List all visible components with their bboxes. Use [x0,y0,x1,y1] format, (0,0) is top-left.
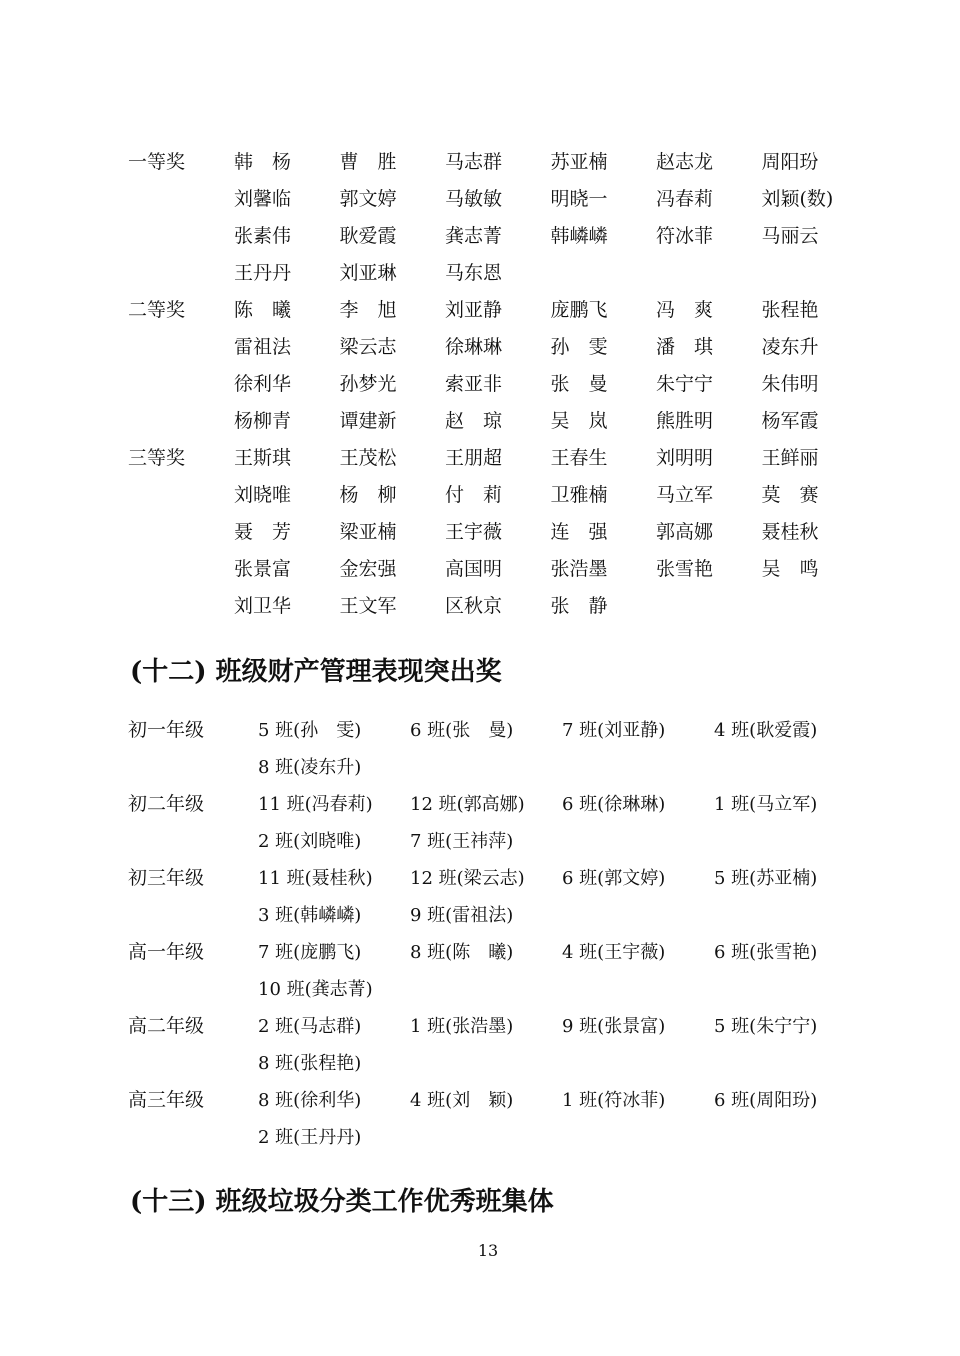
grade-label: 高二年级 [128,1015,205,1037]
class-entries-grid [258,860,866,934]
award-recipient-name: 孙 雯 [550,336,608,358]
class-entry: 6 班(张雪艳) [714,942,818,963]
award-recipient-name: 刘馨临 [234,188,292,210]
award-recipient-name: 刘晓唯 [234,484,292,506]
award-recipient-name: 付 莉 [445,484,503,506]
class-entry: 3 班(韩嶙嶙) [258,905,362,926]
award-recipient-name: 符冰菲 [656,225,714,247]
class-entry: 8 班(陈 曦) [410,942,514,963]
award-recipient-name: 赵 琼 [445,410,503,432]
award-recipient-name: 王文军 [339,595,397,617]
class-entry: 6 班(周阳玢) [714,1090,818,1111]
award-recipient-name: 杨柳青 [234,410,292,432]
class-entry: 8 班(凌东升) [258,757,362,778]
award-recipient-name: 张程艳 [761,299,819,321]
award-recipient-name: 韩嶙嶙 [550,225,608,247]
class-entries-grid [258,1008,866,1082]
class-entries-grid [258,1082,866,1156]
award-recipient-name: 李 旭 [339,299,397,321]
award-recipient-name: 卫雅楠 [550,484,608,506]
award-recipient-name: 韩 杨 [234,151,292,173]
award-recipient-name: 金宏强 [339,558,397,580]
award-recipient-name: 周阳玢 [761,151,819,173]
award-recipient-name: 区秋京 [445,595,503,617]
class-entry: 10 班(龚志菁) [258,979,373,1000]
award-recipient-name: 苏亚楠 [550,151,608,173]
award-recipient-name: 朱伟明 [761,373,819,395]
award-recipient-name: 张 静 [550,595,608,617]
award-group [128,144,888,292]
award-level-label: 三等奖 [128,447,186,469]
award-recipient-name: 高国明 [445,558,503,580]
award-level-label: 二等奖 [128,299,186,321]
class-entries-grid [258,934,866,1008]
class-entry: 5 班(苏亚楠) [714,868,818,889]
class-entry: 12 班(梁云志) [410,868,525,889]
class-entry: 9 班(张景富) [562,1016,666,1037]
award-recipient-name: 刘明明 [656,447,714,469]
award-recipient-name: 凌东升 [761,336,819,358]
grade-group [128,786,888,860]
award-list [128,144,888,625]
class-entry: 7 班(刘亚静) [562,720,666,741]
award-recipient-name: 赵志龙 [656,151,714,173]
award-recipient-name: 杨 柳 [339,484,397,506]
award-recipient-name: 刘卫华 [234,595,292,617]
class-entry: 11 班(冯春莉) [258,794,373,815]
grade-group [128,934,888,1008]
class-entry: 6 班(郭文婷) [562,868,666,889]
award-recipient-name: 雷祖法 [234,336,292,358]
grade-group [128,1008,888,1082]
class-entry: 8 班(张程艳) [258,1053,362,1074]
grade-group [128,1082,888,1156]
award-recipient-name: 吴 岚 [550,410,608,432]
section-12-heading: (十二) 班级财产管理表现突出奖 [130,657,502,687]
award-recipient-name: 王鲜丽 [761,447,819,469]
award-group [128,292,888,440]
class-entry: 2 班(王丹丹) [258,1127,362,1148]
class-entry: 4 班(耿爱霞) [714,720,818,741]
award-recipient-name: 潘 琪 [656,336,714,358]
award-recipient-name: 刘亚静 [445,299,503,321]
award-names-grid [234,292,867,440]
award-recipient-name: 刘亚琳 [339,262,397,284]
award-recipient-name: 王茂松 [339,447,397,469]
class-entry: 7 班(庞鹏飞) [258,942,362,963]
award-recipient-name: 马志群 [445,151,503,173]
class-entries-grid [258,712,866,786]
award-recipient-name: 陈 曦 [234,299,292,321]
award-recipient-name: 连 强 [550,521,608,543]
class-entry: 1 班(张浩墨) [410,1016,514,1037]
grade-label: 初一年级 [128,719,205,741]
award-recipient-name: 王春生 [550,447,608,469]
award-recipient-name: 徐利华 [234,373,292,395]
award-recipient-name: 张雪艳 [656,558,714,580]
class-entry: 8 班(徐利华) [258,1090,362,1111]
grade-group [128,712,888,786]
class-entry: 6 班(徐琳琳) [562,794,666,815]
class-entry: 4 班(王宇薇) [562,942,666,963]
award-recipient-name: 王宇薇 [445,521,503,543]
class-entry: 2 班(刘晓唯) [258,831,362,852]
award-recipient-name: 梁亚楠 [339,521,397,543]
grade-label: 高一年级 [128,941,205,963]
award-group [128,440,888,625]
award-recipient-name: 徐琳琳 [445,336,503,358]
award-recipient-name: 张浩墨 [550,558,608,580]
award-recipient-name: 梁云志 [339,336,397,358]
grade-label: 初二年级 [128,793,205,815]
award-recipient-name: 曹 胜 [339,151,397,173]
award-recipient-name: 孙梦光 [339,373,397,395]
grade-label: 初三年级 [128,867,205,889]
award-recipient-name: 朱宁宁 [656,373,714,395]
class-entry: 9 班(雷祖法) [410,905,514,926]
award-recipient-name: 莫 赛 [761,484,819,506]
award-recipient-name: 耿爱霞 [339,225,397,247]
award-recipient-name: 索亚非 [445,373,503,395]
grade-label: 高三年级 [128,1089,205,1111]
class-entry: 5 班(孙 雯) [258,720,362,741]
section-13-heading: (十三) 班级垃圾分类工作优秀班集体 [130,1187,554,1217]
award-level-label: 一等奖 [128,151,186,173]
class-entry: 6 班(张 曼) [410,720,514,741]
class-entry: 1 班(马立军) [714,794,818,815]
award-recipient-name: 张 曼 [550,373,608,395]
award-recipient-name: 熊胜明 [656,410,714,432]
award-recipient-name: 庞鹏飞 [550,299,608,321]
award-recipient-name: 吴 鸣 [761,558,819,580]
award-recipient-name: 明晓一 [550,188,608,210]
award-recipient-name: 马东恩 [445,262,503,284]
award-recipient-name: 王朋超 [445,447,503,469]
grade-group [128,860,888,934]
class-entry: 7 班(王祎萍) [410,831,514,852]
award-recipient-name: 冯 爽 [656,299,714,321]
class-entry: 5 班(朱宁宁) [714,1016,818,1037]
award-recipient-name: 马丽云 [761,225,819,247]
award-recipient-name: 冯春莉 [656,188,714,210]
award-recipient-name: 王斯琪 [234,447,292,469]
award-recipient-name: 杨军霞 [761,410,819,432]
award-recipient-name: 谭建新 [339,410,397,432]
award-recipient-name: 聂 芳 [234,521,292,543]
award-recipient-name: 马敏敏 [445,188,503,210]
award-recipient-name: 张素伟 [234,225,292,247]
class-entry: 11 班(聂桂秋) [258,868,373,889]
class-property-award-list [128,712,888,1156]
award-recipient-name: 郭文婷 [339,188,397,210]
class-entry: 12 班(郭高娜) [410,794,525,815]
class-entries-grid [258,786,866,860]
award-recipient-name: 刘颖(数) [761,188,834,210]
award-recipient-name: 郭高娜 [656,521,714,543]
class-entry: 1 班(符冰菲) [562,1090,666,1111]
award-recipient-name: 龚志菁 [445,225,503,247]
award-recipient-name: 张景富 [234,558,292,580]
award-names-grid [234,440,867,625]
class-entry: 2 班(马志群) [258,1016,362,1037]
award-names-grid [234,144,867,292]
award-recipient-name: 王丹丹 [234,262,292,284]
award-recipient-name: 马立军 [656,484,714,506]
award-recipient-name: 聂桂秋 [761,521,819,543]
page-number: 13 [477,1241,499,1260]
class-entry: 4 班(刘 颖) [410,1090,514,1111]
